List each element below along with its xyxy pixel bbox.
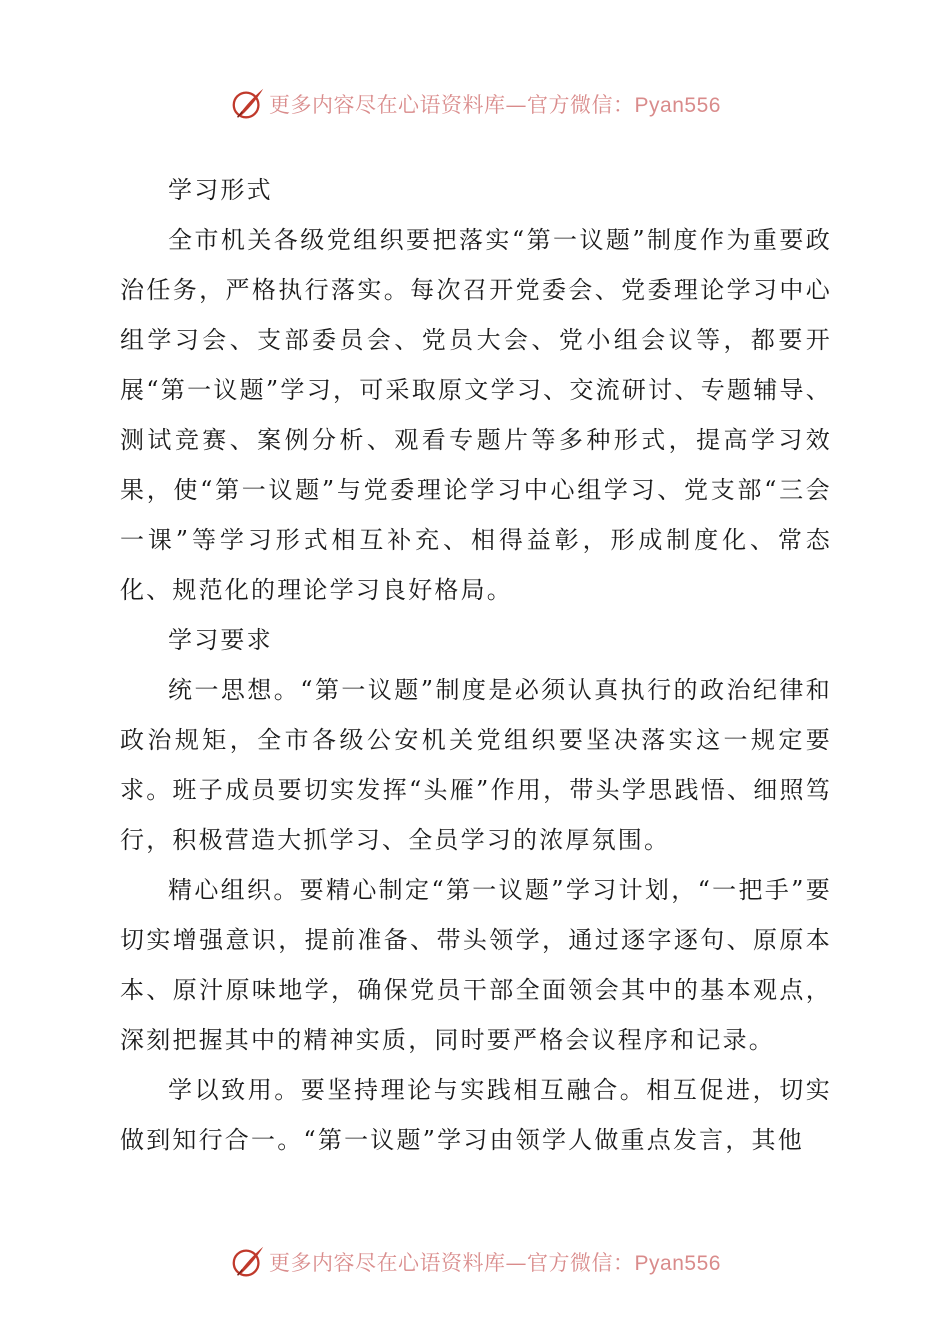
footer-watermark xyxy=(0,1240,950,1284)
quill-pen-icon xyxy=(229,85,267,123)
quill-pen-icon xyxy=(229,1243,267,1281)
section-heading: 学习形式 xyxy=(168,176,273,204)
paragraph: 学以致用。要坚持理论与实践相互融合。相互促进，切实做到知行合一。“第一议题”学习由领学人做重点发言，其他 xyxy=(120,1076,832,1154)
watermark-text: 更多内容尽在心语资料库—官方微信：Pyan556 xyxy=(269,93,721,117)
header-watermark xyxy=(0,82,950,126)
paragraph: 统一思想。“第一议题”制度是必须认真执行的政治纪律和政治规矩，全市各级公安机关党组织要坚决落实这一规定要求。班子成员要切实发挥“头雁”作用，带头学思践悟、细照笃行，积极营造大抓学习、全员学习的浓厚氛围。 xyxy=(120,676,832,854)
watermark-text: 更多内容尽在心语资料库—官方微信：Pyan556 xyxy=(269,1251,721,1275)
document-body xyxy=(120,165,832,1165)
paragraph: 精心组织。要精心制定“第一议题”学习计划，“一把手”要切实增强意识，提前准备、带头领学，通过逐字逐句、原原本本、原汁原味地学，确保党员干部全面领会其中的基本观点，深刻把握其中的精神实质，同时要严格会议程序和记录。 xyxy=(120,876,832,1054)
section-heading: 学习要求 xyxy=(168,626,273,654)
wechat-id: Pyan556 xyxy=(634,94,721,117)
paragraph: 全市机关各级党组织要把落实“第一议题”制度作为重要政治任务，严格执行落实。每次召开党委会、党委理论学习中心组学习会、支部委员会、党员大会、党小组会议等，都要开展“第一议题”学习，可采取原文学习、交流研讨、专题辅导、测试竞赛、案例分析、观看专题片等多种形式，提高学习效果，使“第一议题”与党委理论学习中心组学习、党支部“三会一课”等学习形式相互补充、相得益彰，形成制度化、常态化、规范化的理论学习良好格局。 xyxy=(120,226,832,604)
wechat-id: Pyan556 xyxy=(634,1252,721,1275)
